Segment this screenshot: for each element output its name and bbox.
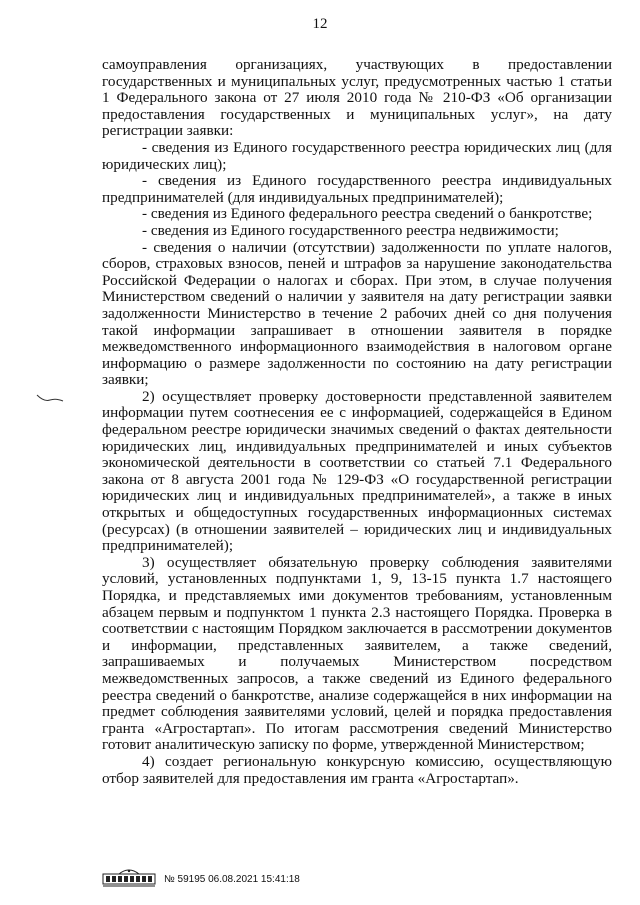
stamp-text: № 59195 06.08.2021 15:41:18 [164, 873, 300, 885]
registry-logo-icon [102, 868, 156, 890]
document-footer [102, 868, 300, 890]
document-body [102, 57, 612, 787]
paragraph: - сведения из Единого государственного реестра недвижимости; [142, 221, 559, 239]
paragraph: самоуправления организациях, участвующих в предоставлении государственных и муниципальных услуг, предусмотренных частью 1 статьи 1 Федерального закона от 27 июля 2010 года № 210-ФЗ «Об организации предоставления государственных и муниципальных услуг», на дату регистрации заявки: [102, 56, 612, 140]
page-number: 12 [312, 16, 328, 32]
paragraph: - сведения из Единого государственного реестра юридических лиц (для юридических лиц); [102, 138, 612, 173]
paragraph: 2) осуществляет проверку достоверности представленной заявителем информации путем соотнесения ее с информацией, содержащейся в Едином федеральном реестре юридически значимых сведений о фактах деятельности юридических лиц, индивидуальных предпринимателей и иных субъектов экономической деятельности в соответствии со статьей 7.1 Федерального закона от 8 августа 2001 года № 129-ФЗ «О государственной регистрации юридических лиц и индивидуальных предпринимателей», а также в иных открытых и общедоступных государственных информационных системах (ресурсах) (в отношении заявителей – юридических лиц и индивидуальных предпринимателей); [102, 387, 612, 555]
paragraph: 4) создает региональную конкурсную комиссию, осуществляющую отбор заявителей для предоставления им гранта «Агростартап». [102, 752, 612, 787]
paragraph: - сведения из Единого государственного реестра индивидуальных предпринимателей (для индивидуальных предпринимателей); [102, 172, 612, 206]
paragraph: 3) осуществляет обязательную проверку соблюдения заявителями условий, установленных подпунктами 1, 9, 13-15 пункта 1.7 настоящего Порядка, и представляемых ими документов требованиям, установленным абзацем первым и подпунктом 1 пункта 2.3 настоящего Порядка. Проверка в соответствии с настоящим Порядком заключается в рассмотрении документов и информации, представленных заявителем, а также сведений, запрашиваемых и получаемых Министерством посредством межведомственных запросов, а также сведений из Единого федерального реестра сведений о банкротстве, анализе содержащейся в них информации на предмет соблюдения заявителями условий, целей и порядка предоставления гранта «Агростартап». По итогам рассмотрения сведений Министерство готовит аналитическую записку по форме, утвержденной Министерством; [102, 553, 612, 754]
margin-pen-mark [36, 392, 64, 404]
paragraph: - сведения из Единого федерального реестра сведений о банкротстве; [142, 205, 593, 223]
paragraph: - сведения о наличии (отсутствии) задолженности по уплате налогов, сборов, страховых взносов, пеней и штрафов за нарушение законодательства Российской Федерации о налогах и сборах. При этом, в случае получения Министерством сведений о наличии у заявителя на дату регистрации заявки задолженности Министерство в течение 2 рабочих дней со дня получения такой информации запрашивает в отношении заявителя в порядке межведомственного информационного взаимодействия в налоговом органе информацию о размере задолженности по состоянию на дату регистрации заявки; [102, 238, 612, 389]
